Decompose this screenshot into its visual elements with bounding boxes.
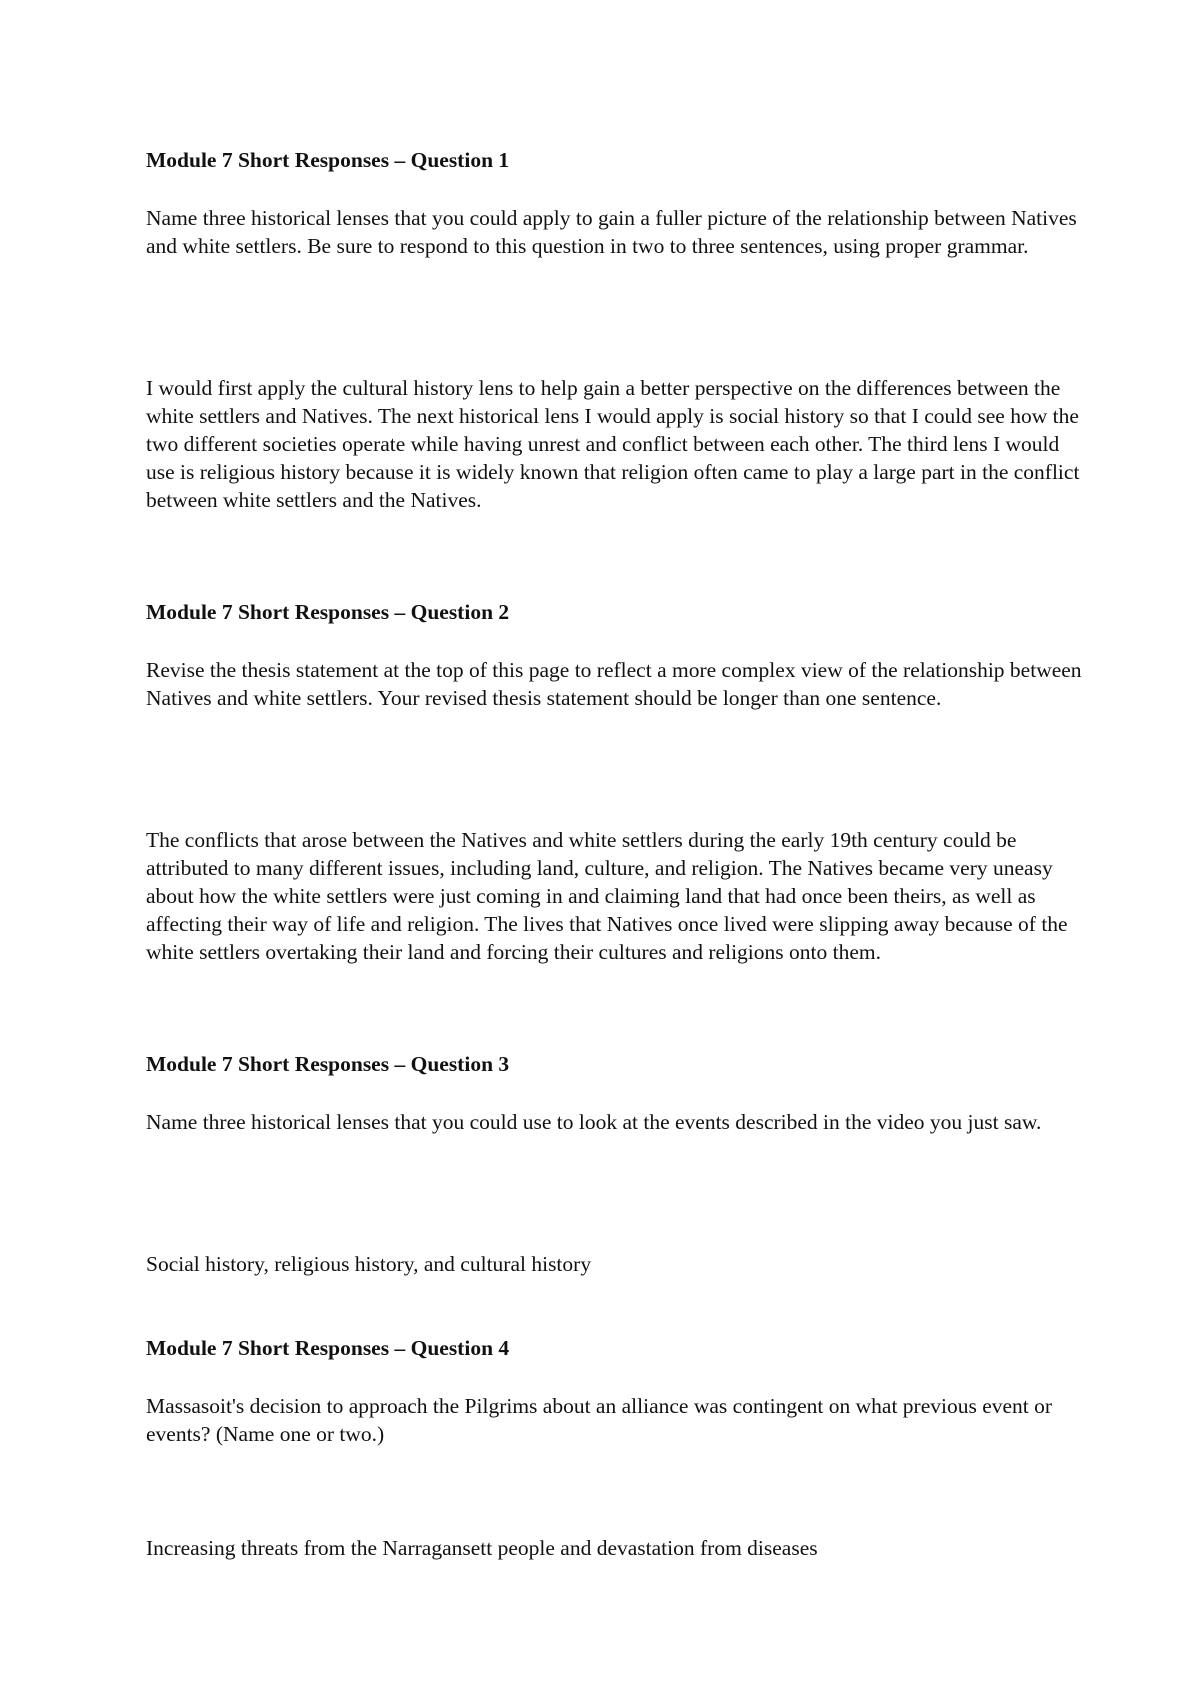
question-answer: I would first apply the cultural history lens to help gain a better perspective on the differences between the white settlers and Natives. The next historical lens I would apply is social history so that I could see how the two different societies operate while having unrest and conflict between each other. The third lens I would use is religious history because it is widely known that religion often came to play a large part in the conflict between white settlers and the Natives.: [146, 376, 1080, 512]
question-1-answer-block: [146, 374, 1086, 514]
question-prompt: Name three historical lenses that you could use to look at the events described in the video you just saw.: [146, 1110, 1042, 1134]
question-3-prompt-block: [146, 1108, 1086, 1136]
section-question-3: [146, 1050, 1086, 1078]
question-prompt: Name three historical lenses that you could apply to gain a fuller picture of the relationship between Natives and white settlers. Be sure to respond to this question in two to three sentences, using proper grammar.: [146, 206, 1077, 258]
question-prompt: Massasoit's decision to approach the Pilgrims about an alliance was contingent on what previous event or events? (Name one or two.): [146, 1394, 1053, 1446]
section-heading: Module 7 Short Responses – Question 2: [146, 600, 510, 624]
section-question-1: [146, 146, 1086, 174]
question-answer: Increasing threats from the Narragansett people and devastation from diseases: [146, 1536, 818, 1560]
question-answer: Social history, religious history, and cultural history: [146, 1252, 592, 1276]
section-heading: Module 7 Short Responses – Question 1: [146, 148, 510, 172]
section-heading: Module 7 Short Responses – Question 3: [146, 1052, 510, 1076]
question-3-answer-block: [146, 1250, 1086, 1278]
section-question-4: [146, 1334, 1086, 1362]
section-question-2: [146, 598, 1086, 626]
question-4-prompt-block: [146, 1392, 1086, 1448]
question-2-prompt-block: [146, 656, 1086, 712]
question-prompt: Revise the thesis statement at the top of this page to reflect a more complex view of the relationship between Natives and white settlers. Your revised thesis statement should be longer than one sentence.: [146, 658, 1082, 710]
question-1-prompt-block: [146, 204, 1086, 260]
question-2-answer-block: [146, 826, 1086, 966]
section-heading: Module 7 Short Responses – Question 4: [146, 1336, 510, 1360]
question-answer: The conflicts that arose between the Natives and white settlers during the early 19th century could be attributed to many different issues, including land, culture, and religion. The Natives became very uneasy about how the white settlers were just coming in and claiming land that had once been theirs, as well as affecting their way of life and religion. The lives that Natives once lived were slipping away because of the white settlers overtaking their land and forcing their cultures and religions onto them.: [146, 828, 1068, 964]
question-4-answer-block: [146, 1534, 1086, 1562]
